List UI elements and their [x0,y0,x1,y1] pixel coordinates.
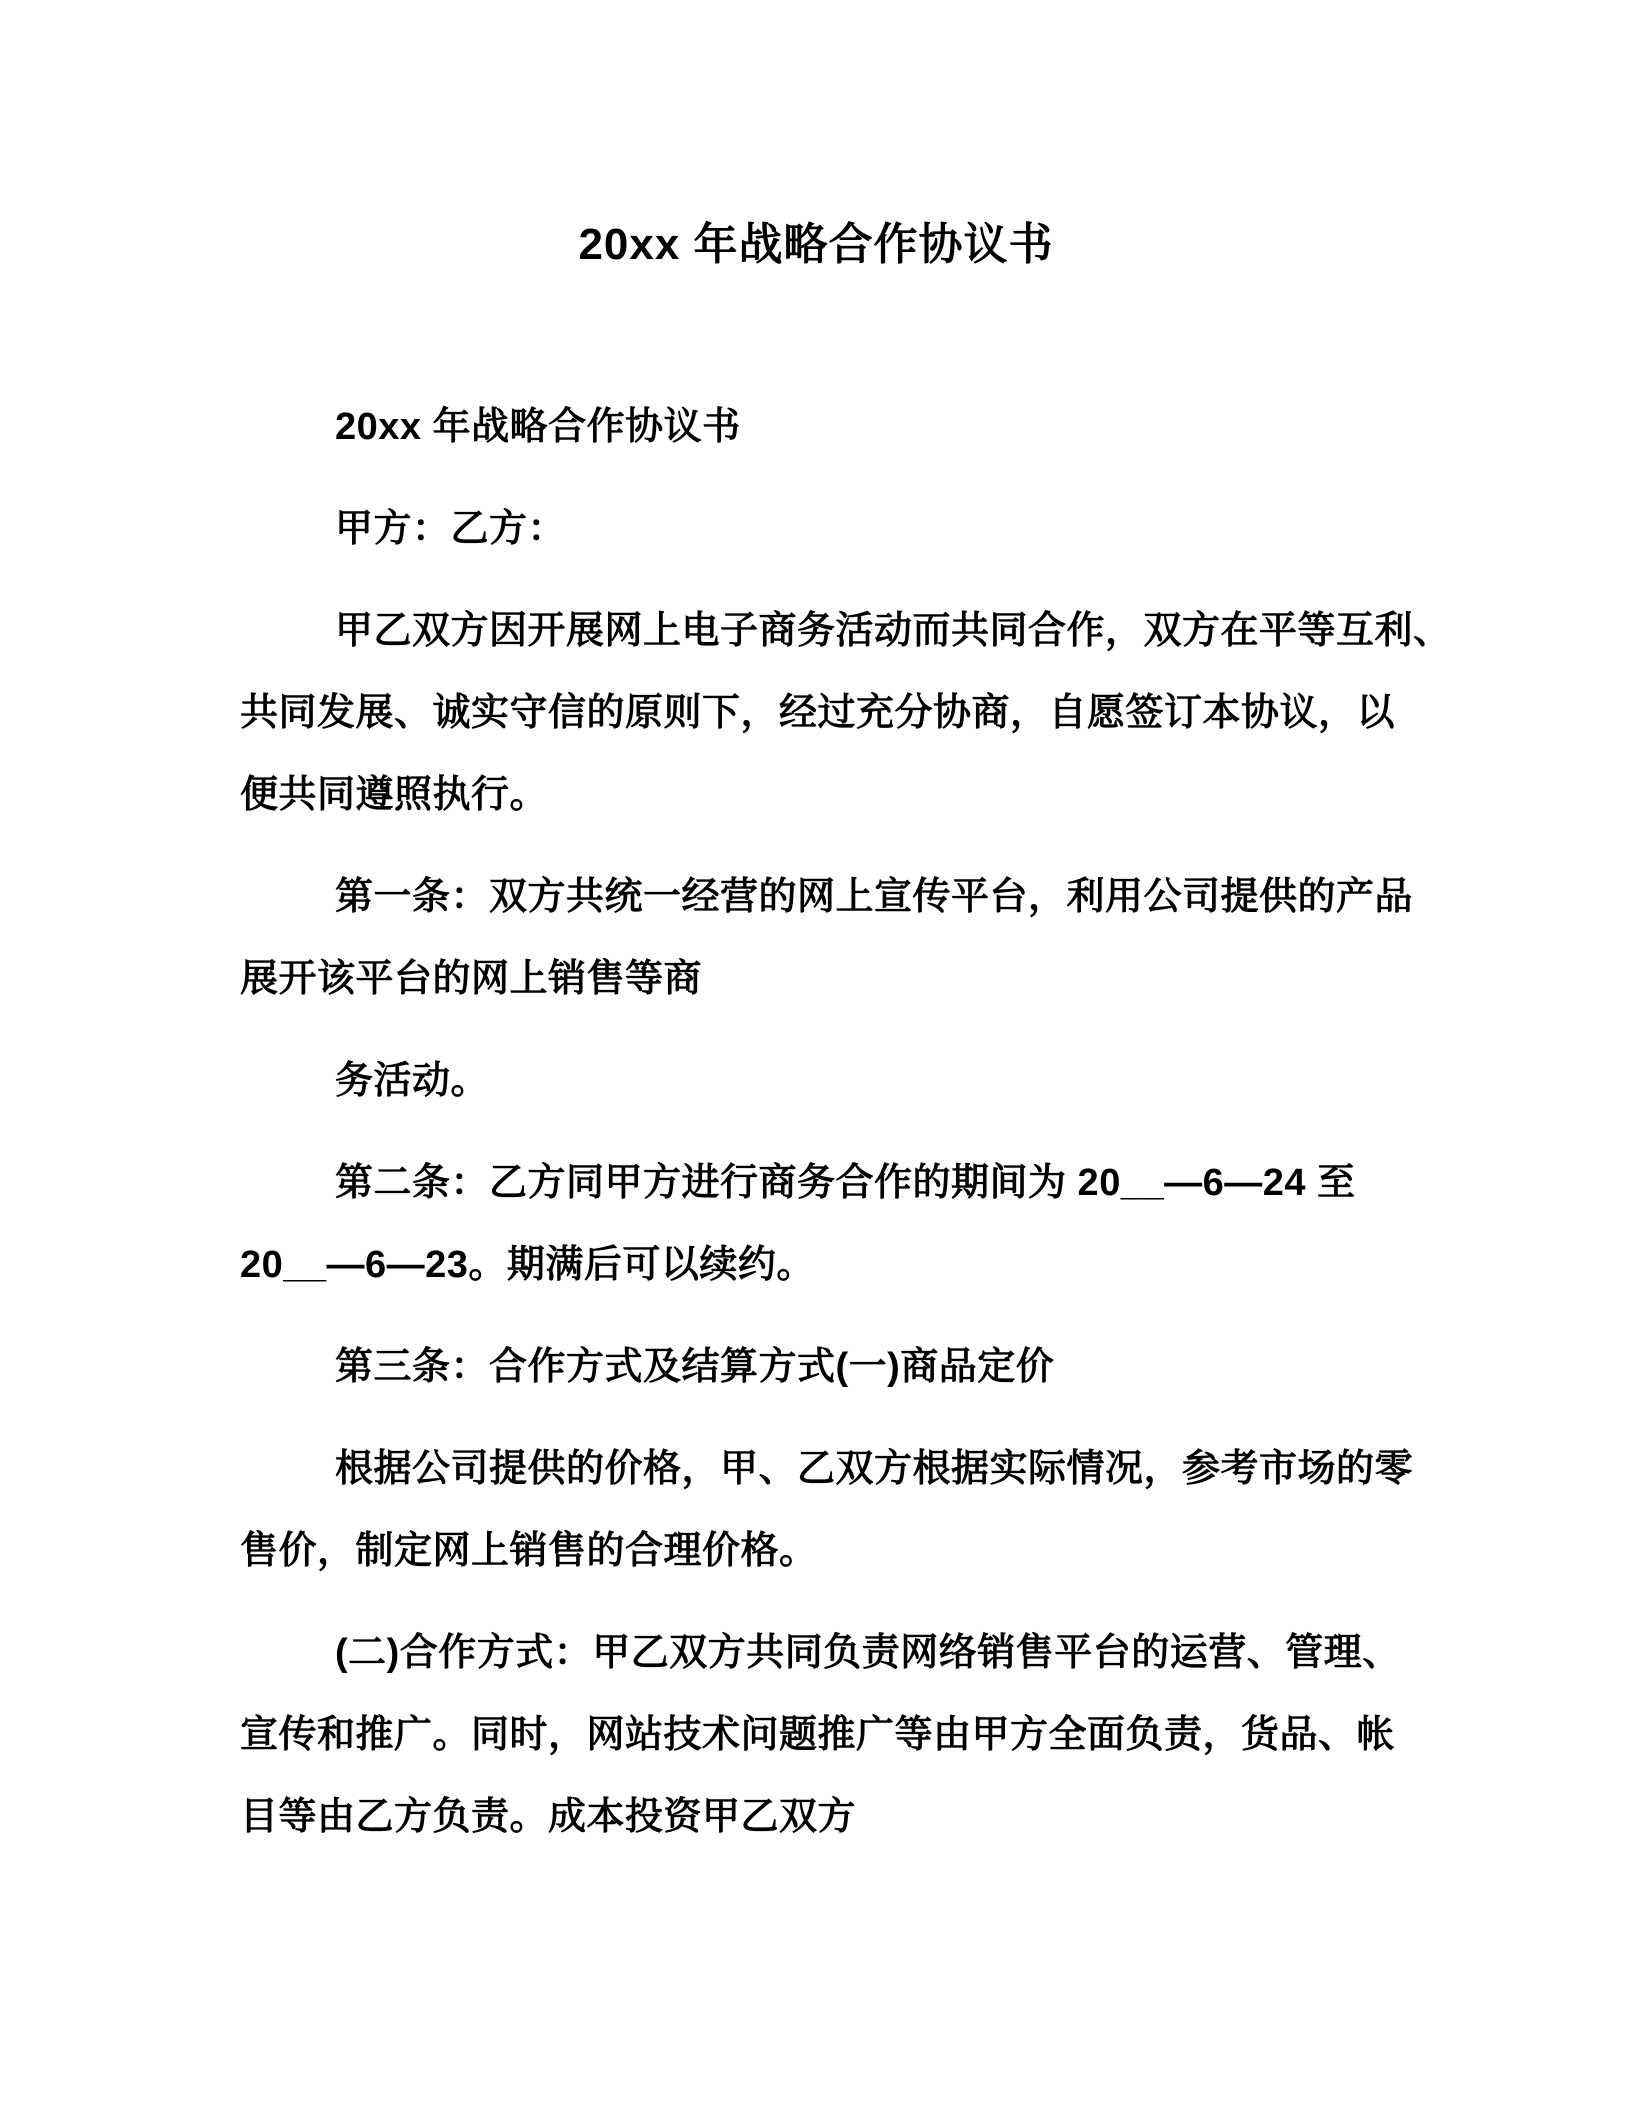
paragraph-line: 第一条：双方共统一经营的网上宣传平台，利用公司提供的产品 [335,876,1414,918]
paragraph-line: 第三条：合作方式及结算方式(一)商品定价 [335,1346,1055,1388]
paragraph [240,590,1452,836]
paragraph-line: 20__—6—23。期满后可以续约。 [240,1244,815,1286]
document-body [240,386,1452,1858]
paragraph-line: 共同发展、诚实守信的原则下，经过充分协商，自愿签订本协议，以 [240,692,1396,734]
paragraph-line: 展开该平台的网上销售等商 [240,958,703,1000]
paragraph [240,488,1422,570]
paragraph [240,1142,1422,1306]
paragraph-line: 务活动。 [335,1060,490,1102]
paragraph [240,1326,1422,1408]
paragraph-line: 甲乙双方因开展网上电子商务活动而共同合作，双方在平等互利、 [335,610,1452,652]
paragraph-line: 甲方：乙方： [335,508,567,550]
paragraph-line: 售价，制定网上销售的合理价格。 [240,1530,818,1572]
paragraph [240,386,1422,468]
paragraph-line: 宣传和推广。同时，网站技术问题推广等由甲方全面负责，货品、帐 [240,1714,1396,1756]
paragraph-line: (二)合作方式：甲乙双方共同负责网络销售平台的运营、管理、 [335,1632,1401,1674]
paragraph-line: 第二条：乙方同甲方进行商务合作的期间为 20__—6—24 至 [335,1162,1356,1204]
paragraph [240,856,1422,1020]
paragraph-line: 便共同遵照执行。 [240,774,549,816]
paragraph-line: 根据公司提供的价格，甲、乙双方根据实际情况，参考市场的零 [335,1448,1414,1490]
document-title: 20xx 年战略合作协议书 [578,220,1054,269]
paragraph [240,1612,1422,1858]
paragraph [240,1428,1422,1592]
paragraph [240,1040,1422,1122]
paragraph-line: 20xx 年战略合作协议书 [335,406,741,448]
paragraph-line: 目等由乙方负责。成本投资甲乙双方 [240,1796,857,1838]
